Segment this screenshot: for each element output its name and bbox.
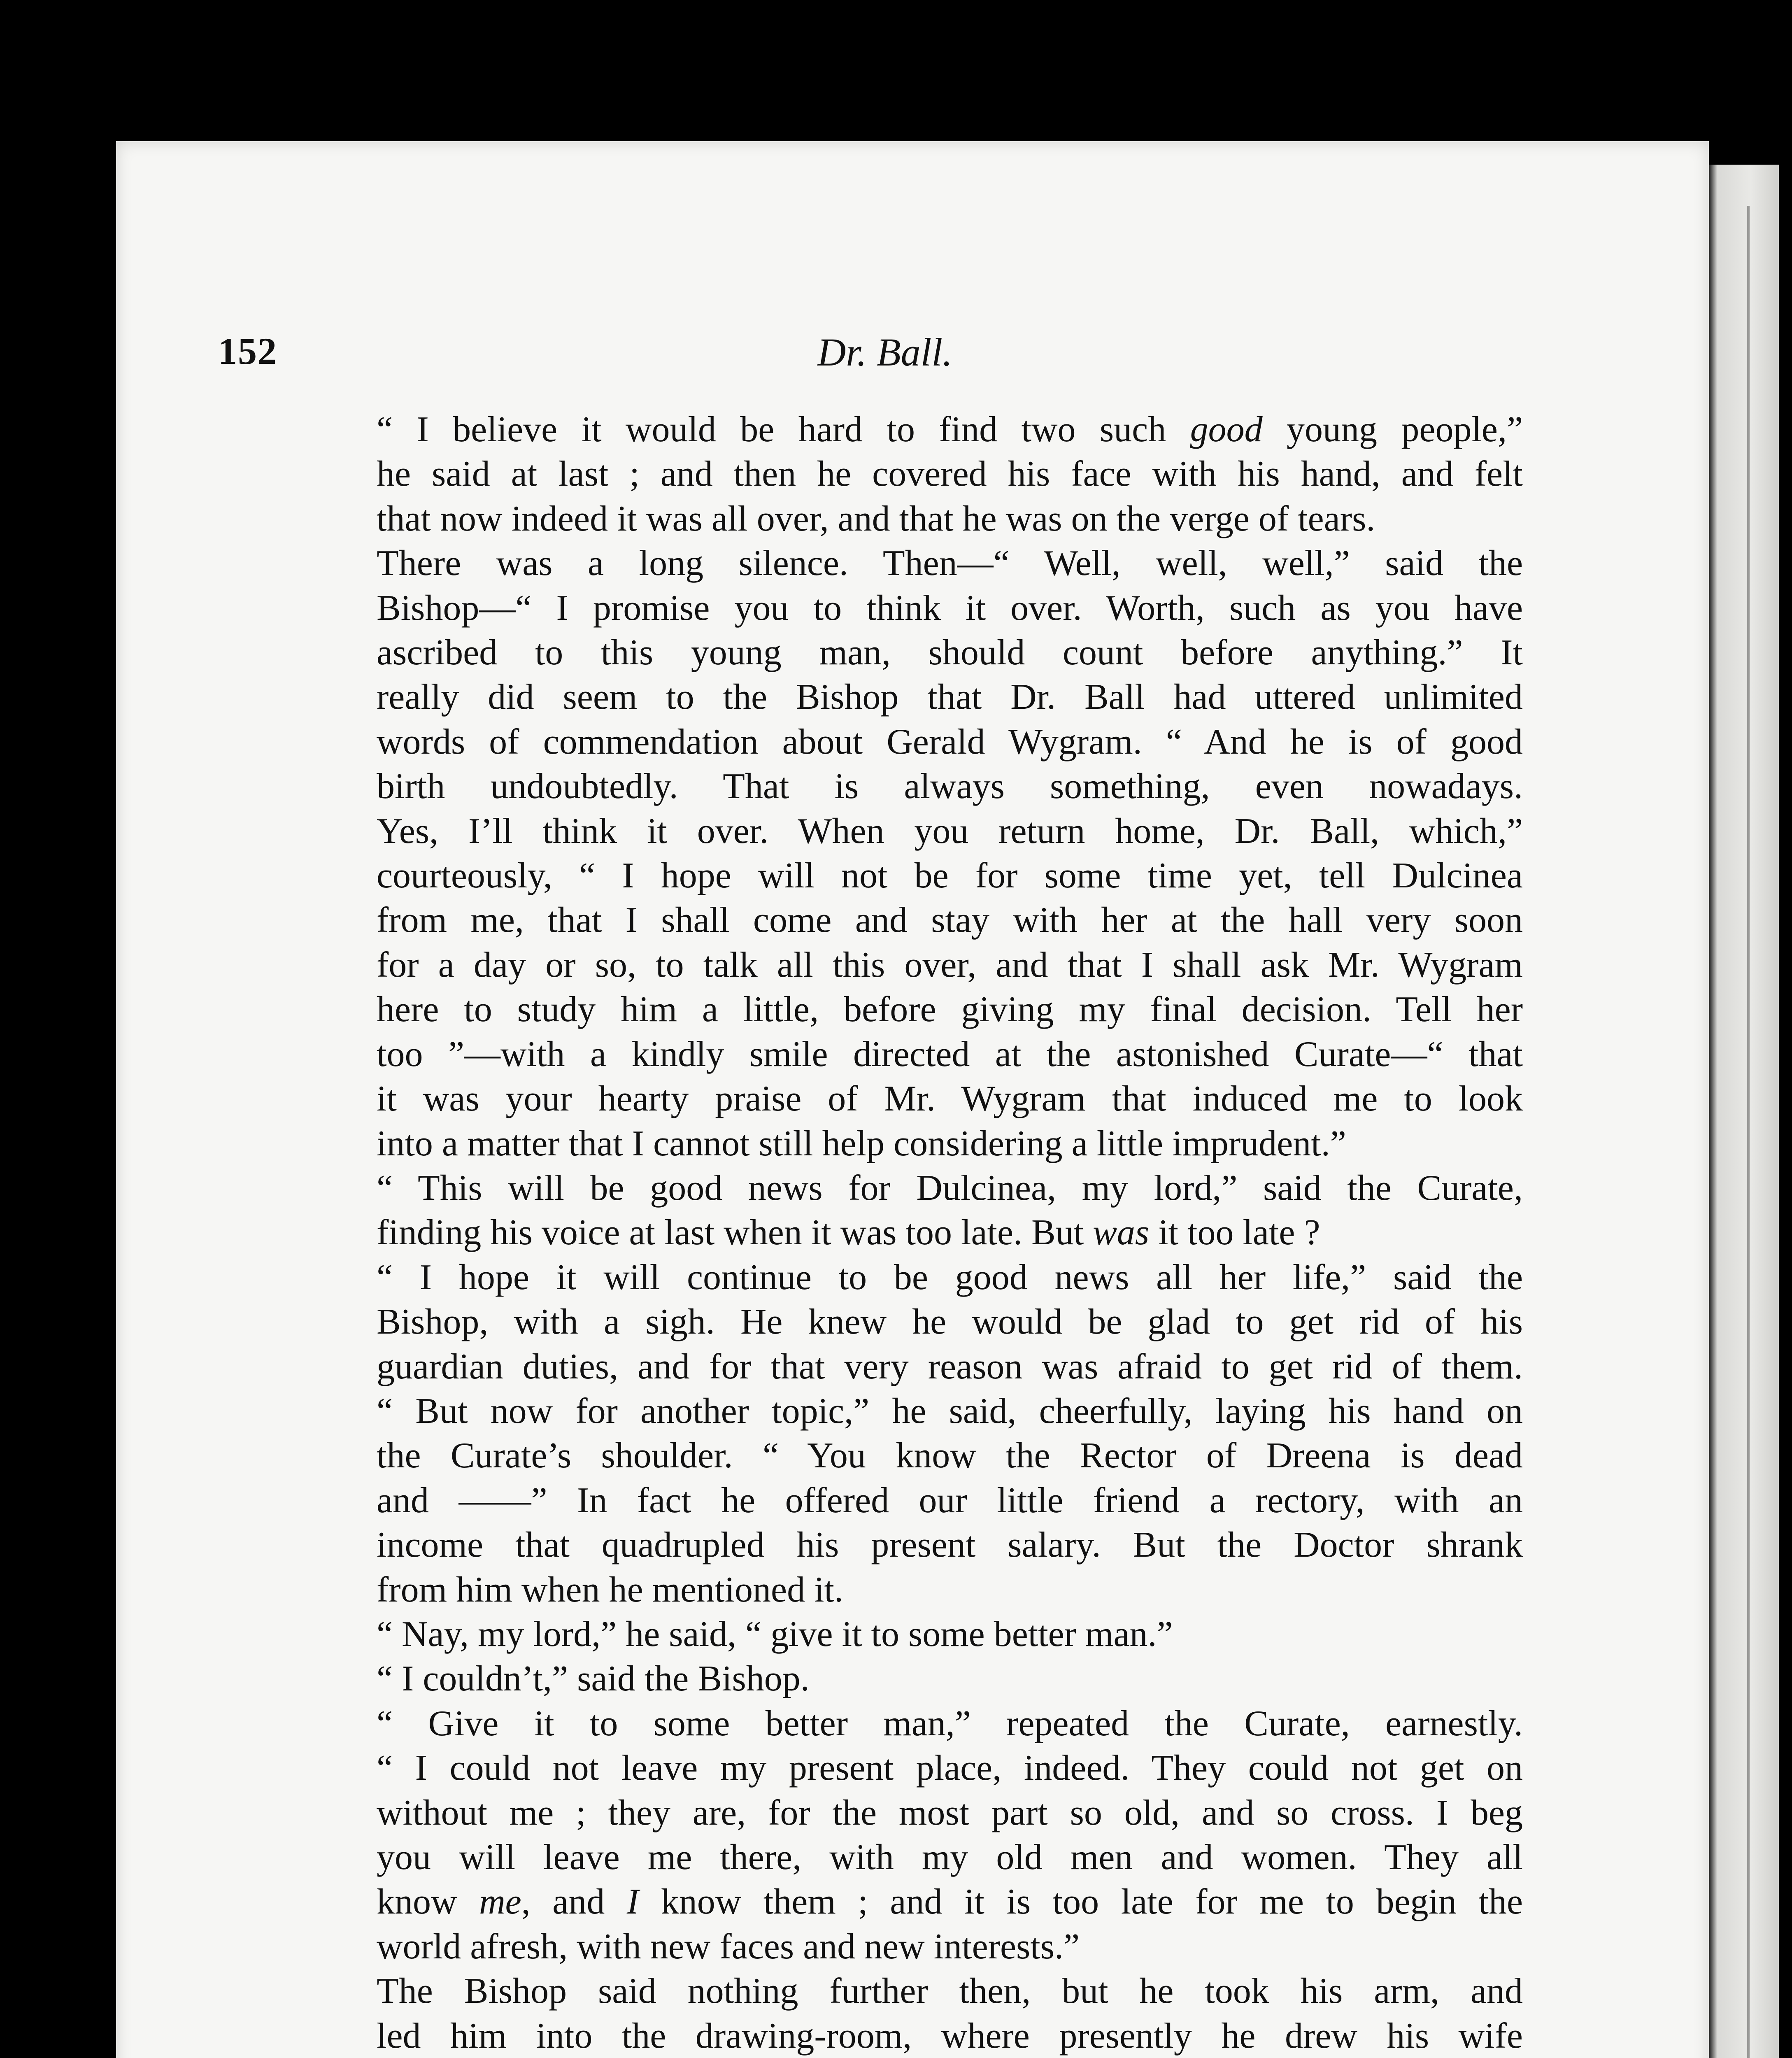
italic-text: good	[1190, 410, 1263, 449]
text-line: words of commendation about Gerald Wygram. “ And he is of good	[377, 722, 1523, 762]
italic-text: was	[1093, 1213, 1150, 1253]
page-edge-line	[1747, 206, 1750, 2058]
text-line: courteously, “ I hope will not be for some time yet, tell Dulcinea	[377, 856, 1523, 896]
text-line: and ——” In fact he offered our little friend a rectory, with an	[377, 1480, 1523, 1520]
text-line: he said at last ; and then he covered his face with his hand, and felt	[377, 454, 1523, 494]
paragraph	[329, 1255, 1523, 1612]
text-line: “ But now for another topic,” he said, cheerfully, laying his hand on	[377, 1391, 1523, 1431]
text-line: you will leave me there, with my old men and women. They all	[377, 1837, 1523, 1877]
text-line: world afresh, with new faces and new interests.”	[377, 1926, 1080, 1967]
text-line: that now indeed it was all over, and that he was on the verge of tears.	[377, 498, 1375, 539]
text-line: income that quadrupled his present salary. But the Doctor shrank	[377, 1525, 1523, 1565]
text-line: Bishop, with a sigh. He knew he would be glad to get rid of his	[377, 1302, 1523, 1342]
text-line: finding his voice at last when it was too late. But was it too late ?	[377, 1213, 1320, 1253]
text-line: without me ; they are, for the most part so old, and so cross. I beg	[377, 1793, 1523, 1833]
text-line: too ”—with a kindly smile directed at the astonished Curate—“ that	[377, 1034, 1523, 1074]
text-line: for a day or so, to talk all this over, and that I shall ask Mr. Wygram	[377, 945, 1523, 985]
text-line: here to study him a little, before giving my final decision. Tell her	[377, 989, 1523, 1030]
text-line: “ I couldn’t,” said the Bishop.	[377, 1659, 810, 1699]
text-line: Yes, I’ll think it over. When you return home, Dr. Ball, which,”	[377, 811, 1523, 851]
text-line: guardian duties, and for that very reason was afraid to get rid of them.	[377, 1346, 1523, 1387]
paragraph	[329, 407, 1523, 541]
paragraph	[329, 1702, 1523, 1969]
italic-text: me	[479, 1882, 521, 1922]
text-line: from me, that I shall come and stay with her at the hall very soon	[377, 900, 1523, 941]
text-line: “ Give it to some better man,” repeated the Curate, earnestly.	[377, 1703, 1523, 1744]
text-line: know me, and I know them ; and it is too late for me to begin the	[377, 1882, 1523, 1922]
text-line: “ I believe it would be hard to find two such good young people,”	[377, 410, 1523, 449]
text-line: “ Nay, my lord,” he said, “ give it to some better man.”	[377, 1614, 1173, 1654]
text-line: really did seem to the Bishop that Dr. Ball had uttered unlimited	[377, 677, 1523, 717]
paragraph	[329, 1166, 1523, 1255]
text-line: “ This will be good news for Dulcinea, my lord,” said the Curate,	[377, 1168, 1523, 1208]
text-line: birth undoubtedly. That is always something, even nowadays.	[377, 766, 1523, 807]
paragraph	[329, 1657, 1523, 1701]
running-title: Dr. Ball.	[817, 330, 953, 374]
text-line: led him into the drawing-room, where presently he drew his wife	[377, 2016, 1523, 2056]
paragraph	[329, 541, 1523, 1166]
paragraph	[329, 1969, 1523, 2058]
page-number: 152	[218, 330, 277, 372]
text-line: There was a long silence. Then—“ Well, well, well,” said the	[377, 543, 1523, 584]
italic-text: I	[626, 1882, 639, 1922]
page-header	[218, 329, 1552, 379]
paragraph	[329, 1612, 1523, 1657]
text-line: the Curate’s shoulder. “ You know the Rector of Dreena is dead	[377, 1436, 1523, 1476]
text-line: “ I hope it will continue to be good news all her life,” said the	[377, 1257, 1523, 1297]
text-line: Bishop—“ I promise you to think it over. Worth, such as you have	[377, 588, 1523, 628]
text-line: from him when he mentioned it.	[377, 1569, 843, 1610]
text-line: into a matter that I cannot still help considering a little imprudent.”	[377, 1123, 1346, 1164]
text-line: ascribed to this young man, should count before anything.” It	[377, 633, 1523, 673]
body-text	[329, 407, 1523, 2058]
text-line: “ I could not leave my present place, indeed. They could not get on	[377, 1748, 1523, 1788]
text-line: it was your hearty praise of Mr. Wygram that induced me to look	[377, 1079, 1523, 1119]
page-edge-shadow	[1709, 165, 1779, 2058]
text-line: The Bishop said nothing further then, but he took his arm, and	[377, 1971, 1523, 2011]
